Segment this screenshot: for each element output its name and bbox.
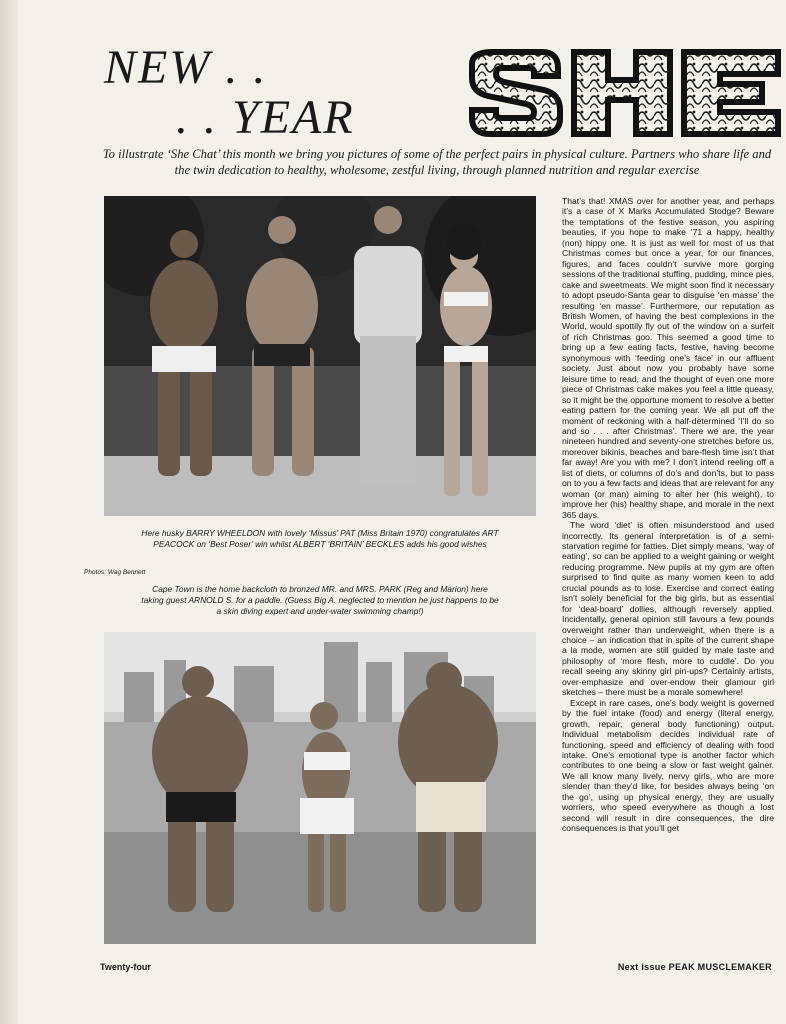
she-banner-logo	[462, 44, 782, 140]
article-paragraph-1: That’s that! XMAS over for another year, and perhaps it’s a case of X Marks Accumulated Stodge? Beware the temptations of the festive season, you aspiring beauties, if you hope to make ’71 a happy, healthy (non) hippy one. It is just as well for most of us that Christmas comes but once a year, for our finances, figures, and faces couldn’t survive more gorging sessions of the traditional stuffing, pudding, mince pies, cake and sweetmeats. We might soon find it necessary to adopt pseudo-Santa gear to disguise ‘en masse’ the resulting ‘en masse’. Furthermore, our reputation as British Women, of having the best complexions in the World, would spottily fly out of the window on a surfeit of rich Christmas goo. This seemed a good time to bring up a few eating facts, festive, having become synonymous with ‘feeding one’s face’ in our affluent society. Just about now you probably have some leisure time to read, and the thought of even one more piece of Christmas cake makes you feel a little queasy, so it might be the opportune moment to resolve a better eating pattern for the coming year. We all put off the moment of reckoning with a half-determined ‘I’ll do so and so . . . after Christmas’. There we are, the year nineteen hundred and seventy-one stretches before us, moreover bikinis, beaches and bare-flesh time isn’t that far away! Are you with me? I don’t intend reeling off a list of diets, or columns of do’s and don’ts, but to pass on to you a few facts and ideas that are relevant for any woman (or man) aiming to alter her (his weight), to improve her (his) healthy shape, and morale in the next 365 days.	[562, 196, 774, 520]
intro-paragraph: To illustrate ‘She Chat’ this month we bring you pictures of some of the perfect pairs in physical culture. Partners who share life and the twin dedication to healthy, wholesome, zestful living, through planned nutrition and regular exercise	[102, 147, 772, 177]
title-line-new: NEW . .	[104, 41, 268, 94]
page-number-label: Twenty-four	[100, 962, 151, 972]
page-binding-edge	[0, 0, 18, 1024]
photo2-caption: Cape Town is the home backcloth to bronzed MR. and MRS. PARK (Reg and Marion) here taking guest ARNOLD S. for a paddle. (Guess Big A. neglected to mention he just happens to be a skin diving expert and under-water swimming champ!)	[141, 584, 499, 616]
article-paragraph-2: The word ‘diet’ is often misunderstood and used incorrectly. Its general interpretation is of a semi-starvation regime for fatties. Diet simply means, ‘way of eating’, so can be applied to a weight gaining or weight reducing programme. New pupils at my gym are often surprised to find quite as many women keen to add crucial pounds as to lose. Exercise and correct eating isn’t solely beneficial for the big girls, but as essential for ‘deal-board’ dollies, although reversely applied. Incidentally, general opinion still favours a few pounds overweight rather than underweight, when there is a choice – an indication that in spite of the current shape a la mode, women are still guided by male taste and philosophy of ‘more flesh, more to cuddle’. Do you recall seeing any skinny girl pin-ups? Certainly artists, over-emphasize and over-endow their glamour girl sketches – there must be a morale somewhere!	[562, 520, 774, 698]
article-body	[562, 196, 774, 834]
trunks-white	[152, 346, 216, 372]
photo1-caption: Here husky BARRY WHEELDON with lovely ‘Missus’ PAT (Miss Britain 1970) congratulates ART PEACOCK on ‘Best Poser’ win whilst ALBERT ‘BRITAIN’ BECKLES adds his good wishes	[141, 528, 499, 549]
article-paragraph-3: Except in rare cases, one’s body weight is governed by the fuel intake (food) and energy (literal energy, growth, repair, general body functioning) output. Individual metabolism decides individual rate of functioning, speed and efficiency of dealing with food intake. One’s emotional type is another factor which contributes to one being a slow or fast weight gainer. We all know many lively, nervy girls, who are more slender than they’d like, for besides always being ‘on the go’, using up physical energy, they are usually worriers, who speed everywhere as though a lost second will result in dire consequences, the dire consequences is that you’ll get	[562, 697, 774, 834]
photo-four-people-park	[104, 196, 536, 516]
next-issue-label: Next issue PEAK MUSCLEMAKER	[617, 962, 772, 972]
photo-credit: Photos: Wag Bennett	[84, 569, 146, 576]
photo-beach-three-people	[104, 632, 536, 944]
title-line-year: . . YEAR	[176, 91, 355, 144]
